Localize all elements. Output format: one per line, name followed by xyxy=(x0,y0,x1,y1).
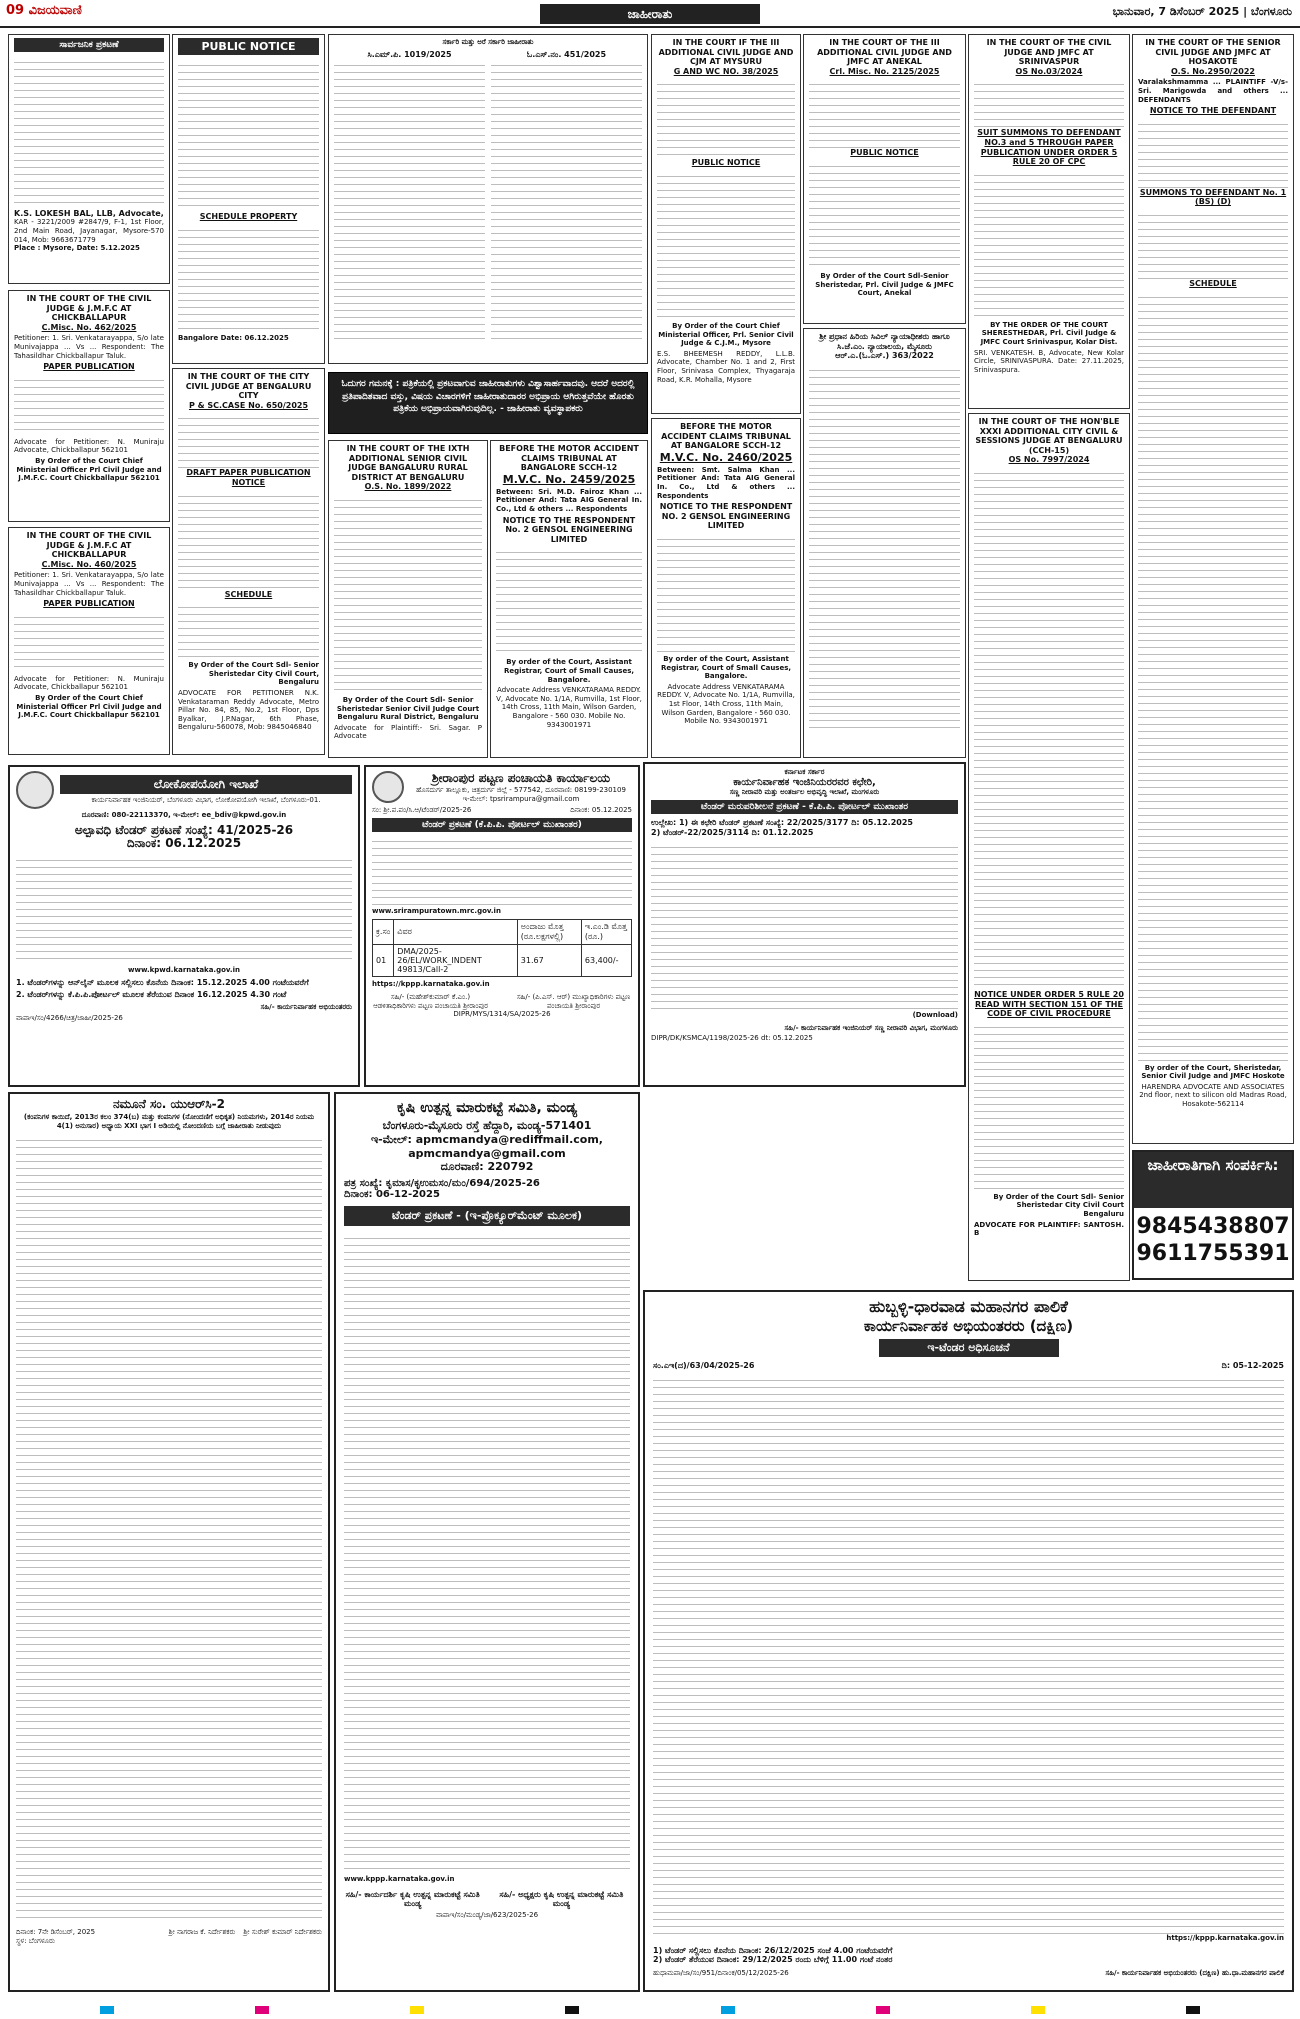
case-number: G AND WC NO. 38/2025 xyxy=(673,66,779,76)
notice-subtitle: PAPER PUBLICATION xyxy=(43,362,135,372)
caption: ಸರ್ಕಾರಿ ಮತ್ತು ಅರೆ ಸರ್ಕಾರಿ ಜಾಹೀರಾತು xyxy=(442,38,534,46)
signatory-left: ಸಹಿ/- (ಮಹೇಶ್‌ಕುಮಾರ್ ಕೆ.ಎಂ.) ಆಡಳಿತಾಧಿಕಾರಿಗಳು ಪಟ್ಟಣ ಪಂಚಾಯತಿ ಶ್ರೀರಾಂಪುರ xyxy=(373,992,488,1010)
srinivaspur-court-notice xyxy=(968,34,1130,409)
department-title: ಲೋಕೋಪಯೋಗಿ ಇಲಾಖೆ xyxy=(60,775,352,794)
kpwd-tender-notice xyxy=(8,765,360,1087)
tender-heading: ಟೆಂಡರ್ ಪ್ರಕಟಣೆ - (ಇ-ಪ್ರೊಕ್ಯೂರ್‌ಮೆಂಟ್ ಮೂಲಕ) xyxy=(344,1206,630,1226)
schedule-text xyxy=(1138,291,1288,1061)
court-signature: By Order of the Court Chief Ministerial Officer, Prl. Senior Civil Judge & C.J.M., Mysore xyxy=(658,321,794,348)
court-signature: By order of the Court, Assistant Registrar, Court of Small Causes, Bangalore. xyxy=(503,658,635,684)
court-title: IN THE COURT OF THE SENIOR CIVIL JUDGE AND JMFC AT HOSAKOTE xyxy=(1145,38,1281,67)
mysuru-court-notice xyxy=(651,34,801,414)
case-parties: Between: Smt. Salma Khan ... Petitioner And: Tata AIG General In. Co., Ltd & others ... Respondents xyxy=(657,465,795,500)
tender-item-1: 1. ಟೆಂಡರ್‌ಗಳನ್ನು ಆನ್‌ಲೈನ್ ಮೂಲಕ ಸಲ್ಲಿಸಲು ಕೊನೆಯ ದಿನಾಂಕ: 15.12.2025 4.00 ಗಂಟೆಯವರೆಗೆ xyxy=(16,978,309,988)
notice-subtitle: SUIT SUMMONS TO DEFENDANT NO.3 and 5 THROUGH PAPER PUBLICATION UNDER ORDER 5 RULE 20 OF CPC xyxy=(977,128,1121,167)
tender-body-text xyxy=(16,854,352,964)
committee-phone: ದೂರವಾಣಿ: 220792 xyxy=(440,1160,534,1173)
notice-place: ಸ್ಥಳ: ಬೆಂಗಳೂರು xyxy=(16,1936,55,1945)
footer-ref: ಹುಧಾಮಪಾ/ಜಾ/ಸಂ/951/ದಿನಾಂಕ/05/12/2025-26 xyxy=(653,1968,789,1977)
summons-heading: SUMMONS TO DEFENDANT No. 1 (BS) (D) xyxy=(1139,187,1287,207)
ref-number-left: ಸಿ.ಎಮ್.ಪಿ. 1019/2025 xyxy=(367,49,452,59)
mysuru-kannada-notice xyxy=(803,328,966,758)
tender-table xyxy=(372,919,632,977)
court-notice-chickballapur-2 xyxy=(8,527,170,755)
notice-body-text xyxy=(974,1021,1124,1191)
ad-label: ಜಾಹೀರಾತಿಗಾಗಿ ಸಂಪರ್ಕಿಸಿ: xyxy=(1134,1152,1292,1208)
office-subtitle: ಸಣ್ಣ ನೀರಾವರಿ ಮತ್ತು ಅಂತರ್ಜಲ ಅಭಿವೃದ್ಧಿ ಇಲಾಖೆ, ಮಂಗಳೂರು xyxy=(729,787,880,796)
tender-heading: ಟೆಂಡರ್ ಪ್ರಕಟಣೆ (ಕೆ.ಪಿ.ಪಿ. ಪೋರ್ಟಲ್ ಮುಖಾಂತರ) xyxy=(372,818,632,832)
notice-body-text xyxy=(334,494,482,694)
mact-notice-2459 xyxy=(490,440,648,758)
court-title: IN THE COURT OF THE III ADDITIONAL CIVIL JUDGE AND JMFC AT ANEKAL xyxy=(817,38,952,67)
case-number: OS No.03/2024 xyxy=(1015,66,1083,76)
public-notice-kannada xyxy=(8,34,170,284)
bangalore-rural-court-notice xyxy=(328,440,488,758)
case-parties-text xyxy=(657,78,795,158)
cmyk-swatch xyxy=(100,2006,114,2014)
case-number: P & SC.CASE No. 650/2025 xyxy=(188,400,309,410)
tribunal-title: BEFORE THE MOTOR ACCIDENT CLAIMS TRIBUNAL AT BANGALORE SCCH-12 xyxy=(499,444,639,473)
print-registration-strip xyxy=(100,2006,1200,2014)
committee-title: ಕೃಷಿ ಉತ್ಪನ್ನ ಮಾರುಕಟ್ಟೆ ಸಮಿತಿ, ಮಂಡ್ಯ xyxy=(396,1100,578,1116)
portal-link[interactable]: https://kppp.karnataka.gov.in xyxy=(372,980,490,989)
tender-website-link[interactable]: www.kpwd.karnataka.gov.in xyxy=(128,965,240,974)
case-parties: Varalakshmamma ... PLAINTIFF -V/s- Sri. Marigowda and others ... DEFENDANTS xyxy=(1138,78,1288,104)
notice-body-text xyxy=(16,1134,322,1924)
case-parties-text xyxy=(809,78,960,148)
court-signature: By Order of the Court Chief Ministerial Officer Prl Civil Judge and J.M.F.C. Court Chickballapur 562101 xyxy=(16,456,162,483)
cmyk-swatch xyxy=(876,2006,890,2014)
download-link[interactable]: (Download) xyxy=(912,1011,958,1019)
notice-date: ದಿನಾಂಕ: 06-12-2025 xyxy=(344,1189,440,1200)
tender-number: ಅಲ್ಪಾವಧಿ ಟೆಂಡರ್ ಪ್ರಕಟಣೆ ಸಂಖ್ಯೆ: 41/2025-26 xyxy=(74,822,294,837)
schedule-heading: SCHEDULE PROPERTY xyxy=(199,212,298,221)
notice-subtitle: DRAFT PAPER PUBLICATION NOTICE xyxy=(186,468,311,487)
notice-body-text xyxy=(334,59,485,339)
court-title: IN THE COURT IF THE III ADDITIONAL CIVIL JUDGE AND CJM AT MYSURU xyxy=(658,38,794,67)
reference-1: ಉಲ್ಲೇಖ: 1) ಈ ಕಛೇರಿ ಟೆಂಡರ್ ಪ್ರಕಟಣೆ ಸಂಖ್ಯೆ: 22/2025/3177 ದಿ: 05.12.2025 xyxy=(651,818,913,828)
court-title: IN THE COURT OF THE CITY CIVIL JUDGE AT BENGALURU CITY xyxy=(185,372,312,401)
advocate-info: ADVOCATE FOR PETITIONER N.K. Venkataraman Reddy Advocate, Metro Pillar No. 84, 85, No.2, 1st Floor, Dps Byalkar, J.P.Nagar, 6th Phase, Bengaluru-560078, Mob: 9845046840 xyxy=(178,688,319,732)
notice-body-text xyxy=(657,170,795,320)
director-signature-1: ಶ್ರೀ ನಾಗರಾಜ ಕೆ. ನಿರ್ದೇಶಕರು xyxy=(168,1928,236,1937)
notice-title: PUBLIC NOTICE xyxy=(178,38,319,55)
court-title: IN THE COURT OF THE IXTH ADDITIONAL SENIOR CIVIL JUDGE BANGALURU RURAL DISTRICT AT BENGALURU xyxy=(346,444,470,482)
footer-ref: ವಾಪಾಇ/ಸಂ/4266/ಚಿತ್ರ/ಜಾಹೀ/2025-26 xyxy=(16,1013,123,1022)
case-number: M.V.C. No. 2459/2025 xyxy=(502,472,636,486)
advocate-info: Advocate Address VENKATARAMA REDDY. V, Advocate No. 1/1A, Rumvilla, 1st Floor, 14th Cross, 11th Main, Wilson Garden, Bangalore - 560 030. Mobile No. 9343001971 xyxy=(496,686,642,729)
office-email: ಇ-ಮೇಲ್: tpsrirampura@gmail.com xyxy=(462,794,580,803)
portal-link[interactable]: https://kppp.karnataka.gov.in xyxy=(1166,1934,1284,1943)
footer-ref: DIPR/DK/KSMCA/1198/2025-26 dt: 05.12.2025 xyxy=(651,1034,813,1043)
advocate-info: HARENDRA ADVOCATE AND ASSOCIATES 2nd floor, next to silicon old Madras Road, Hosakote-562114 xyxy=(1139,1082,1287,1108)
notice-title: ಸಾರ್ವಜನಿಕ ಪ್ರಕಟಣೆ xyxy=(14,38,164,52)
signatory: ಸಹಿ/- ಕಾರ್ಯನಿರ್ವಾಹಕ ಅಭಿಯಂತರರು (ದಕ್ಷಿಣ) ಹು.ಧಾ.ಮಹಾನಗರ ಪಾಲಿಕೆ xyxy=(1105,1968,1284,1977)
cmyk-swatch xyxy=(1031,2006,1045,2014)
notice-subtitle: PUBLIC NOTICE xyxy=(850,148,919,158)
court-title: IN THE COURT OF THE CIVIL JUDGE & J.M.F.C AT CHICKBALLAPUR xyxy=(26,294,152,323)
advocate-info: Advocate for Plaintiff:- Sri. Sagar. P Advocate xyxy=(334,723,482,741)
notice-date: ದಿನಾಂಕ: 7ನೇ ಡಿಸೆಂಬರ್, 2025 xyxy=(16,1928,96,1937)
portal-link[interactable]: www.kppp.karnataka.gov.in xyxy=(344,1875,455,1883)
anekal-court-notice xyxy=(803,34,966,324)
court-title: IN THE COURT OF THE CIVIL JUDGE & J.M.F.C AT CHICKBALLAPUR xyxy=(26,531,152,560)
case-number: O.S. No. 1899/2022 xyxy=(364,482,452,492)
case-parties-text xyxy=(178,412,319,468)
notice-body-text xyxy=(809,160,960,270)
advocate-info: Advocate for Petitioner: N. Muniraju Advocate, Chickballapur 562101 xyxy=(14,437,164,455)
submission-deadline: 1) ಟೆಂಡರ್ ಸಲ್ಲಿಸಲು ಕೊನೆಯ ದಿನಾಂಕ: 26/12/2025 ಸಂಜೆ 4.00 ಗಂಟೆಯವರೆಗೆ xyxy=(653,1946,893,1955)
signatory-right: ಸಹಿ/- (ಪಿ.ಎಸ್. ಆರ್) ಮುಖ್ಯಾಧಿಕಾರಿಗಳು ಪಟ್ಟಣ ಪಂಚಾಯತಿ ಶ್ರೀರಾಂಪುರ xyxy=(516,992,631,1010)
court-signature: BY THE ORDER OF THE COURT SHERESTHEDAR, Prl. Civil Judge & JMFC Court Srinivaspur, Kolar Dist. xyxy=(980,320,1118,346)
notice-subtitle: PUBLIC NOTICE xyxy=(691,158,761,168)
notice-subtitle: NOTICE UNDER ORDER 5 RULE 20 READ WITH SECTION 151 OF THE CODE OF CIVIL PROCEDURE xyxy=(974,989,1124,1019)
notice-body-text xyxy=(809,364,960,734)
advocate-info: ADVOCATE FOR PLAINTIFF: SANTOSH. B xyxy=(974,1220,1124,1238)
reference-2: 2) ಟೆಂಡರ್-22/2025/3114 ದಿ: 01.12.2025 xyxy=(651,827,814,837)
cmyk-swatch xyxy=(255,2006,269,2014)
footer-ref: ವಾಪಾಇ/ಸಂ/ಮಂಡ್ಯ/ಜಾ/623/2025-26 xyxy=(435,1911,539,1920)
summons-text xyxy=(1138,209,1288,279)
office-title: ಕಾರ್ಯನಿರ್ವಾಹಕ ಅಭಿಯಂತರರು (ದಕ್ಷಿಣ) xyxy=(863,1317,1074,1335)
committee-address: ಬೆಂಗಳೂರು-ಮೈಸೂರು ರಸ್ತೆ ಹೆದ್ದಾರಿ, ಮಂಡ್ಯ-571401 xyxy=(382,1119,592,1132)
advocate-info: E.S. BHEEMESH REDDY, L.L.B. Advocate, Chamber No. 1 and 2, First Floor, Srinivasa Complex, Thyagaraja Road, K.R. Mohalla, Mysore xyxy=(657,349,795,384)
case-parties: Between: Sri. M.D. Fairoz Khan ... Petitioner And: Tata AIG General In. Co., Ltd & others ... Respondents xyxy=(496,487,642,513)
table-row xyxy=(373,945,632,977)
court-signature: By Order of the Court Sdl- Senior Sheristedar City Civil Court, Bengaluru xyxy=(188,661,319,687)
case-number: C.Misc. No. 462/2025 xyxy=(41,322,137,332)
city-civil-court-notice xyxy=(172,368,325,755)
director-signature-2: ಶ್ರೀ ಸುರೇಶ್ ಕುಮಾರ್ ನಿರ್ದೇಶಕರು xyxy=(243,1928,322,1937)
case-number: OS No. 7997/2024 xyxy=(1008,455,1090,465)
notice-body-text xyxy=(178,490,319,590)
minor-irrigation-tender-notice xyxy=(643,762,966,1087)
tender-body-text xyxy=(372,835,632,905)
tender-item-2: 2. ಟೆಂಡರ್‌ಗಳನ್ನು ಕೆ.ಪಿ.ಪಿ.ಪೋರ್ಟಲ್ ಮೂಲಕ ತೆರೆಯುವ ದಿನಾಂಕ 16.12.2025 4.30 ಗಂಟೆ xyxy=(16,989,287,999)
notice-to: NOTICE TO THE RESPONDENT NO. 2 GENSOL ENGINEERING LIMITED xyxy=(659,502,793,531)
cmyk-swatch xyxy=(721,2006,735,2014)
court-signature: By Order of the Court Sdl- Senior Sheristedar Senior Civil Judge Court Bengaluru Rural District, Bengaluru xyxy=(336,695,480,722)
mact-notice-2460 xyxy=(651,418,801,758)
defendants-list xyxy=(974,467,1124,987)
notice-body-text xyxy=(657,533,795,653)
case-number: M.V.C. No. 2460/2025 xyxy=(659,450,793,464)
ad-phone-2: 9611755391 xyxy=(1136,1241,1290,1266)
notice-to: NOTICE TO THE RESPONDENT No. 2 GENSOL ENGINEERING LIMITED xyxy=(502,515,636,544)
table-cell: 01 xyxy=(373,945,394,977)
schedule-heading: SCHEDULE xyxy=(1189,278,1237,288)
advocate-info: Advocate for Petitioner: N. Muniraju Advocate, Chickballapur 562101 xyxy=(14,674,164,692)
apmc-mandya-tender-notice xyxy=(334,1092,640,1992)
notice-subtitle: NOTICE TO THE DEFENDANT xyxy=(1149,106,1277,116)
kannada-court-notices xyxy=(328,34,648,364)
notice-place-date: Bangalore Date: 06.12.2025 xyxy=(178,333,289,342)
notice-body-text xyxy=(496,546,642,656)
case-number: Crl. Misc. No. 2125/2025 xyxy=(829,66,940,76)
schedule-text xyxy=(178,224,319,334)
court-title: ಶ್ರೀ ಪ್ರಧಾನ ಹಿರಿಯ ಸಿವಿಲ್ ನ್ಯಾಯಾಧೀಶರು ಹಾಗೂ ಸಿ.ಜೆ.ಎಂ. ನ್ಯಾಯಾಲಯ, ಮೈಸೂರು xyxy=(819,332,950,351)
tender-heading: ಇ-ಟೆಂಡರ ಅಧಿಸೂಚನೆ xyxy=(879,1339,1059,1357)
notice-date: ದಿ: 05-12-2025 xyxy=(1221,1361,1284,1370)
disclaimer-text: ಓದುಗರ ಗಮನಕ್ಕೆ : ಪತ್ರಿಕೆಯಲ್ಲಿ ಪ್ರಕಟವಾಗುವ ಜಾಹೀರಾತುಗಳು ವಿಶ್ವಾಸಾರ್ಹವಾದವು. ಆದರೆ ಅದರಲ್ಲಿ ಪ್ರತಿಪಾದಿತವಾದ ವಸ್ತು, ವಿಷಯ ವಿಚಾರಗಳಿಗೆ ಜಾಹೀರಾತುದಾರರ ಅಭಿಪ್ರಾಯ ಆಗಿರುತ್ತವೆಯೇ ಹೊರತು ಪತ್ರಿಕೆಯ ಅಭಿಪ್ರಾಯವಾಗಿರುವುದಿಲ್ಲ. - ಜಾಹೀರಾತು ವ್ಯವಸ್ಥಾಪಕರು xyxy=(341,379,635,414)
defendant-details xyxy=(1138,118,1288,188)
case-parties: Petitioner: 1. Sri. Venkatarayappa, S/o late Munivajappa ... Vs ... Respondent: The Tahasildhar Chickballapur Taluk. xyxy=(14,571,164,597)
notice-body-text xyxy=(14,611,164,673)
court-signature: By Order of the Court Chief Ministerial Officer Prl Civil Judge and J.M.F.C. Court Chickballapur 562101 xyxy=(16,693,162,720)
form-subtitle: (ಕಂಪನಿಗಳ ಕಾಯಿದೆ, 2013ರ ಕಲಂ 374(ಬ) ಮತ್ತು ಕಂಪನಿಗಳ (ನೋಂದಣಿಗೆ ಅಧಿಕೃತ) ನಿಯಮಗಳು, 2014ರ ನಿಯಮ 4(1) ಅನುಸಾರ) ಅಧ್ಯಾಯ XXI ಭಾಗ I ಅಡಿಯಲ್ಲಿ ನೋಂದಣಿಯ ಬಗ್ಗೆ ಜಾಹೀರಾತು ನೀಡುವುದು xyxy=(23,1113,315,1130)
court-signature: By order of the Court, Sheristedar, Senior Civil Judge and JMFC Hoskote xyxy=(1141,1063,1285,1081)
tender-body-text xyxy=(344,1232,630,1872)
notice-body-text xyxy=(178,59,319,209)
table-header: ವಿವರ xyxy=(394,920,518,945)
advertise-contact-box xyxy=(1132,1150,1294,1280)
committee-email-2: apmcmandya@gmail.com xyxy=(408,1147,566,1160)
panchayat-emblem-icon xyxy=(372,771,404,803)
ad-phone-1: 9845438807 xyxy=(1136,1214,1290,1239)
srirampura-tender-notice xyxy=(364,765,640,1087)
urc2-company-notice xyxy=(8,1092,330,1992)
court-signature: By Order of the Court Sdl- Senior Sheristedar City Civil Court Bengaluru xyxy=(993,1192,1124,1218)
reference-number: ಸಂ.ಎಇ(ದ)/63/04/2025-26 xyxy=(653,1361,755,1370)
schedule-text xyxy=(178,601,319,661)
notice-place-date: Place : Mysore, Date: 5.12.2025 xyxy=(14,244,140,253)
reference-number: ಪತ್ರ ಸಂಖ್ಯೆ: ಕೃಮಾಸ/ಕೃಉಮಸಂ/ಮಂ/694/2025-26 xyxy=(344,1178,540,1189)
advocate-info: Advocate Address VENKATARAMA REDDY. V, Advocate No. 1/1A, Rumvilla, 1st Floor, 14th Cross, 11th Main, Wilson Garden, Bangalore - 560 030. Mobile No. 9343001971 xyxy=(657,682,795,726)
court-signature: By Order of the Court Sdl-Senior Sheristedar, Prl. Civil Judge & JMFC Court, Anekal xyxy=(815,271,954,298)
table-header: ಅಂದಾಜು ಮೊತ್ತ (ರೂ.ಲಕ್ಷಗಳಲ್ಲಿ) xyxy=(517,920,581,945)
case-parties: Petitioner: 1. Sri. Venkatarayappa, S/o late Munivajappa ... Vs ... Respondent: The Tahasildhar Chickballapur Taluk. xyxy=(14,334,164,360)
court-title: IN THE COURT OF THE CIVIL JUDGE AND JMFC AT SRINIVASPUR xyxy=(986,38,1112,67)
table-cell: 63,400/- xyxy=(581,945,631,977)
form-title: ನಮೂನೆ ಸಂ. ಯುಆರ್‌ಸಿ-2 xyxy=(112,1097,226,1111)
hubli-dharwad-etender-notice xyxy=(643,1290,1294,1992)
office-title: ಶ್ರೀರಾಂಪುರ ಪಟ್ಟಣ ಪಂಚಾಯತಿ ಕಾರ್ಯಾಲಯ xyxy=(431,771,611,785)
table-cell: 31.67 xyxy=(517,945,581,977)
cmyk-swatch xyxy=(565,2006,579,2014)
cmyk-swatch xyxy=(410,2006,424,2014)
court-signature: By order of the Court, Assistant Registrar, Court of Small Causes, Bangalore. xyxy=(660,654,792,681)
page-number: 09 ವಿಜಯವಾಣಿ xyxy=(6,3,82,18)
issue-date: ಭಾನುವಾರ, 7 ಡಿಸೆಂಬರ್ 2025 | ಬೆಂಗಳೂರು xyxy=(1112,5,1292,18)
notice-subtitle: PAPER PUBLICATION xyxy=(43,599,135,609)
footer-ref: DIPR/MYS/1314/SA/2025-26 xyxy=(453,1010,551,1019)
signatory: ಸಹಿ/- ಕಾರ್ಯನಿರ್ವಾಹಕ ಅಭಿಯಂತರರು xyxy=(260,1003,352,1011)
opening-date: 2) ಟೆಂಡರ್ ತೆರೆಯುವ ದಿನಾಂಕ: 29/12/2025 ರಂದು ಬೆಳಿಗ್ಗೆ 11.00 ಗಂಟೆ ನಂತರ xyxy=(653,1955,893,1965)
notice-body-text xyxy=(974,169,1124,319)
notice-signer-address: KAR - 3221/2009 #2847/9, F-1, 1st Floor, 2nd Main Road, Jayanagar, Mysore-570 014, Mob: 9663671779 xyxy=(14,218,164,244)
city-civil-court-os-notice xyxy=(968,413,1130,1281)
website-link[interactable]: www.srirampuratown.mrc.gov.in xyxy=(372,906,501,915)
tender-works-list xyxy=(653,1374,1284,1934)
table-header: ಇ.ಎಂ.ಡಿ ಮೊತ್ತ (ರೂ.) xyxy=(581,920,631,945)
hosakote-court-notice xyxy=(1132,34,1294,1144)
signatory-right: ಸಹಿ/- ಅಧ್ಯಕ್ಷರು ಕೃಷಿ ಉತ್ಪನ್ನ ಮಾರುಕಟ್ಟೆ ಸಮಿತಿ ಮಂಡ್ಯ xyxy=(499,1889,624,1908)
cmyk-swatch xyxy=(1186,2006,1200,2014)
tender-body-text xyxy=(651,841,958,1011)
signatory: ಸಹಿ/- ಕಾರ್ಯನಿರ್ವಾಹಕ ಇಂಜಿನಿಯರ್ ಸಣ್ಣ ನೀರಾವರಿ ವಿಭಾಗ, ಮಂಗಳೂರು xyxy=(784,1023,958,1032)
case-number: C.Misc. No. 460/2025 xyxy=(41,559,137,569)
table-header: ಕ್ರ.ಸಂ xyxy=(373,920,394,945)
page-header xyxy=(0,0,1300,28)
department-subtitle: ಕಾರ್ಯನಿರ್ವಾಹಕ ಇಂಜಿನಿಯರ್, ಬೆಂಗಳೂರು ವಿಭಾಗ, ಲೋಕೋಪಯೋಗಿ ಇಲಾಖೆ, ಬೆಂಗಳೂರು-01. xyxy=(91,796,321,805)
reader-disclaimer-band xyxy=(328,372,648,434)
notice-date: ದಿನಾಂಕ: 05.12.2025 xyxy=(570,806,632,815)
table-cell: DMA/2025-26/EL/WORK_INDENT 49813/Call-2 xyxy=(394,945,518,977)
government-label: ಕರ್ನಾಟಕ ಸರ್ಕಾರ xyxy=(784,768,825,776)
tender-heading: ಟೆಂಡರ್ ಮರುಪರಿಶೀಲನೆ ಪ್ರಕಟಣೆ - ಕೆ.ಪಿ.ಪಿ. ಪೋರ್ಟಲ್ ಮುಖಾಂತರ xyxy=(651,800,958,814)
reference-number: ಸಂ: ಶ್ರೀ.ಪ.ಪಂ/ಸಿ.ಆ/ಟೆಂಡರ್/2025-26 xyxy=(372,806,472,815)
court-notice-chickballapur-1 xyxy=(8,290,170,522)
notice-body-text xyxy=(14,374,164,436)
corporation-title: ಹುಬ್ಬಳ್ಳಿ-ಧಾರವಾಡ ಮಹಾನಗರ ಪಾಲಿಕೆ xyxy=(869,1297,1068,1316)
case-number: ಆರ್.ಎ.(ಓ.ಎಸ್.) 363/2022 xyxy=(835,351,934,361)
contact-line: ದೂರವಾಣಿ: 080-22113370, ಇ-ಮೇಲ್: ee_bdiv@kpwd.gov.in xyxy=(81,811,287,819)
notice-body-text xyxy=(14,56,164,206)
committee-email: ಇ-ಮೇಲ್: apmcmandya@rediffmail.com, xyxy=(371,1133,603,1146)
advocate-info: SRI. VENKATESH. B, Advocate, New Kolar Circle, SRINIVASPURA. Date: 27.11.2025, Srinivaspura. xyxy=(974,348,1124,374)
public-notice-english xyxy=(172,34,325,364)
table-header-row xyxy=(373,920,632,945)
case-parties-text xyxy=(974,78,1124,128)
office-address: ಹೊಸದುರ್ಗ ತಾಲ್ಲೂಕು, ಚಿತ್ರದುರ್ಗ ಜಿಲ್ಲೆ - 577542, ದೂರವಾಣಿ: 08199-230109 xyxy=(416,786,626,794)
section-title: ಜಾಹೀರಾತು xyxy=(540,4,760,24)
court-title: IN THE COURT OF THE HON'BLE XXXI ADDITIONAL CITY CIVIL & SESSIONS JUDGE AT BENGALURU (CCH-15) xyxy=(975,417,1123,455)
government-emblem-icon xyxy=(16,771,54,809)
notice-signer: K.S. LOKESH BAL, LLB, Advocate, xyxy=(14,209,164,218)
tender-date: ದಿನಾಂಕ: 06.12.2025 xyxy=(126,835,242,850)
office-title: ಕಾರ್ಯನಿರ್ವಾಹಕ ಇಂಜಿನಿಯರರವರ ಕಛೇರಿ, xyxy=(733,776,876,788)
tribunal-title: BEFORE THE MOTOR ACCIDENT CLAIMS TRIBUNAL AT BANGALORE SCCH-12 xyxy=(661,422,791,451)
signatory-left: ಸಹಿ/- ಕಾರ್ಯದರ್ಶಿ ಕೃಷಿ ಉತ್ಪನ್ನ ಮಾರುಕಟ್ಟೆ ಸಮಿತಿ ಮಂಡ್ಯ xyxy=(345,1889,480,1908)
schedule-heading: SCHEDULE xyxy=(224,589,273,599)
notice-body-text xyxy=(491,59,642,339)
case-number: O.S. No.2950/2022 xyxy=(1171,66,1255,76)
ref-number-right: ಓ.ಎಸ್.ನಂ. 451/2025 xyxy=(526,49,607,59)
